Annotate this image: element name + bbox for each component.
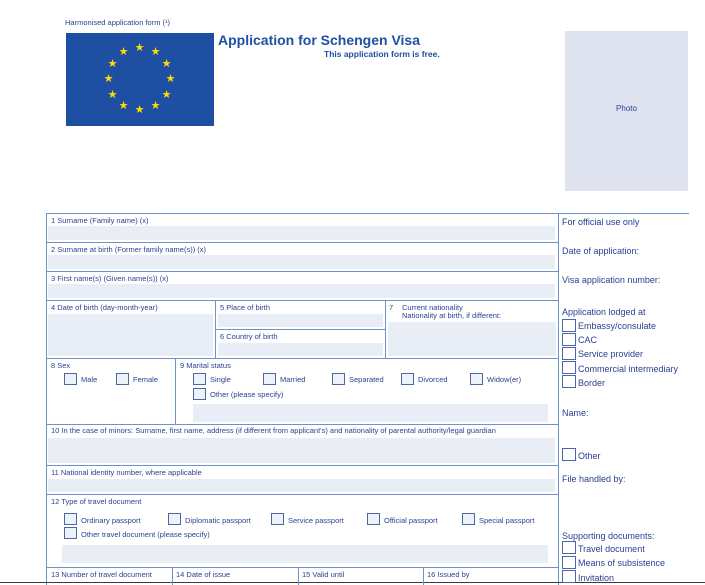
lodged-cac-label: CAC (578, 335, 598, 345)
field-11-label: 11 National identity number, where applicable (51, 468, 202, 477)
photo-label: Photo (616, 104, 637, 113)
eu-star-icon: ★ (103, 73, 114, 85)
travel-doc-special-checkbox[interactable] (462, 513, 475, 525)
eu-star-icon: ★ (107, 89, 118, 101)
field-7-nationality-at-birth: Nationality at birth, if different: (402, 311, 502, 320)
country-of-birth-field[interactable] (218, 343, 383, 356)
eu-star-icon: ★ (107, 58, 118, 70)
marital-widow-checkbox[interactable] (470, 373, 483, 385)
free-form-note: This application form is free. (324, 49, 440, 59)
lodged-embassy-label: Embassy/consulate (578, 321, 657, 331)
application-lodged-label: Application lodged at (562, 307, 646, 317)
date-of-application-label: Date of application: (562, 246, 640, 256)
travel-doc-ordinary-checkbox[interactable] (64, 513, 77, 525)
form-left-border (46, 213, 47, 585)
other-travel-doc-field[interactable] (62, 545, 548, 563)
col-divider (423, 567, 424, 585)
marital-other-field[interactable] (193, 404, 548, 422)
field-9-label: 9 Marital status (180, 361, 231, 370)
first-names-field[interactable] (48, 284, 555, 298)
official-use-heading: For official use only (562, 217, 640, 227)
lodged-other-label: Other (578, 451, 601, 461)
travel-doc-ordinary-label: Ordinary passport (81, 516, 141, 525)
sex-male-label: Male (81, 375, 98, 384)
travel-doc-official-checkbox[interactable] (367, 513, 380, 525)
row-divider (46, 494, 559, 495)
file-handled-by-label: File handled by: (562, 474, 626, 484)
travel-doc-special-label: Special passport (479, 516, 535, 525)
date-of-birth-field[interactable] (48, 314, 213, 356)
row-divider (46, 424, 559, 425)
support-means-label: Means of subsistence (578, 558, 666, 568)
lodged-commercial-label: Commercial intermediary (578, 364, 679, 374)
eu-star-icon: ★ (165, 73, 176, 85)
eu-star-icon: ★ (118, 100, 129, 112)
national-id-field[interactable] (48, 479, 555, 492)
row-divider (46, 242, 559, 243)
lodged-service-provider-checkbox[interactable] (562, 347, 576, 360)
eu-star-icon: ★ (118, 46, 129, 58)
row-divider (46, 567, 559, 568)
row-divider (46, 358, 559, 359)
travel-doc-service-checkbox[interactable] (271, 513, 284, 525)
place-of-birth-field[interactable] (218, 314, 383, 327)
travel-doc-other-checkbox[interactable] (64, 527, 77, 539)
field-2-label: 2 Surname at birth (Former family name(s)) (x) (51, 245, 207, 254)
sex-male-checkbox[interactable] (64, 373, 77, 385)
marital-separated-label: Separated (349, 375, 384, 384)
lodged-other-checkbox[interactable] (562, 448, 576, 461)
marital-other-checkbox[interactable] (193, 388, 206, 400)
row-divider (46, 465, 559, 466)
field-1-label: 1 Surname (Family name) (x) (51, 216, 149, 225)
lodged-border-label: Border (578, 378, 606, 388)
eu-star-icon: ★ (150, 46, 161, 58)
marital-single-label: Single (210, 375, 231, 384)
marital-divorced-checkbox[interactable] (401, 373, 414, 385)
marital-divorced-label: Divorced (418, 375, 448, 384)
travel-doc-diplomatic-checkbox[interactable] (168, 513, 181, 525)
eu-star-icon: ★ (150, 100, 161, 112)
col-divider (215, 300, 216, 358)
surname-field[interactable] (48, 226, 555, 240)
marital-other-label: Other (please specify) (210, 390, 284, 399)
sex-female-label: Female (133, 375, 159, 384)
travel-doc-other-label: Other travel document (please specify) (81, 530, 210, 539)
row-divider (46, 271, 559, 272)
page-title: Application for Schengen Visa (218, 32, 421, 48)
sex-female-checkbox[interactable] (116, 373, 129, 385)
form-top-border (46, 213, 689, 214)
col-divider (385, 300, 386, 358)
lodged-commercial-checkbox[interactable] (562, 361, 576, 374)
marital-single-checkbox[interactable] (193, 373, 206, 385)
travel-doc-service-label: Service passport (288, 516, 344, 525)
row-divider (215, 329, 385, 330)
support-travel-document-label: Travel document (578, 544, 645, 554)
official-column-divider (558, 213, 559, 585)
support-travel-document-checkbox[interactable] (562, 541, 576, 554)
col-divider (175, 358, 176, 424)
marital-widow-label: Widow(er) (487, 375, 522, 384)
field-12-label: 12 Type of travel document (51, 497, 142, 506)
field-13-label: 13 Number of travel document (51, 570, 152, 579)
row-divider (46, 300, 559, 301)
eu-star-icon: ★ (161, 58, 172, 70)
lodged-cac-checkbox[interactable] (562, 333, 576, 346)
eu-star-icon: ★ (161, 89, 172, 101)
field-10-label: 10 In the case of minors: Surname, first name, address (if different from applicant's) and nationality of parental authority/legal guardian (51, 426, 496, 435)
col-divider (298, 567, 299, 585)
eu-star-icon: ★ (134, 104, 145, 116)
field-3-label: 3 First name(s) (Given name(s)) (x) (51, 274, 169, 283)
field-7-current-nationality: Current nationality (402, 303, 463, 312)
eu-star-icon: ★ (134, 42, 145, 54)
visa-application-number-label: Visa application number: (562, 275, 661, 285)
support-invitation-label: Invitation (578, 573, 615, 583)
marital-married-label: Married (280, 375, 306, 384)
field-14-label: 14 Date of issue (176, 570, 231, 579)
travel-doc-diplomatic-label: Diplomatic passport (185, 516, 251, 525)
photo-box (565, 31, 688, 191)
field-4-label: 4 Date of birth (day-month-year) (51, 303, 158, 312)
lodged-service-provider-label: Service provider (578, 349, 644, 359)
field-6-label: 6 Country of birth (220, 332, 278, 341)
lodged-embassy-checkbox[interactable] (562, 319, 576, 332)
support-means-checkbox[interactable] (562, 556, 576, 569)
eu-flag (66, 33, 214, 126)
field-16-label: 16 Issued by (427, 570, 470, 579)
col-divider (172, 567, 173, 585)
field-15-label: 15 Valid until (302, 570, 345, 579)
harmonised-form-note: Harmonised application form (¹) (65, 18, 171, 27)
nationality-field[interactable] (388, 322, 556, 356)
name-label: Name: (562, 408, 589, 418)
travel-doc-official-label: Official passport (384, 516, 438, 525)
minors-guardian-field[interactable] (48, 438, 555, 463)
marital-married-checkbox[interactable] (263, 373, 276, 385)
supporting-documents-label: Supporting documents: (562, 531, 655, 541)
marital-separated-checkbox[interactable] (332, 373, 345, 385)
field-5-label: 5 Place of birth (220, 303, 271, 312)
lodged-border-checkbox[interactable] (562, 375, 576, 388)
field-8-label: 8 Sex (51, 361, 71, 370)
surname-at-birth-field[interactable] (48, 255, 555, 269)
support-invitation-checkbox[interactable] (562, 570, 576, 583)
field-7-number: 7 (389, 303, 394, 312)
